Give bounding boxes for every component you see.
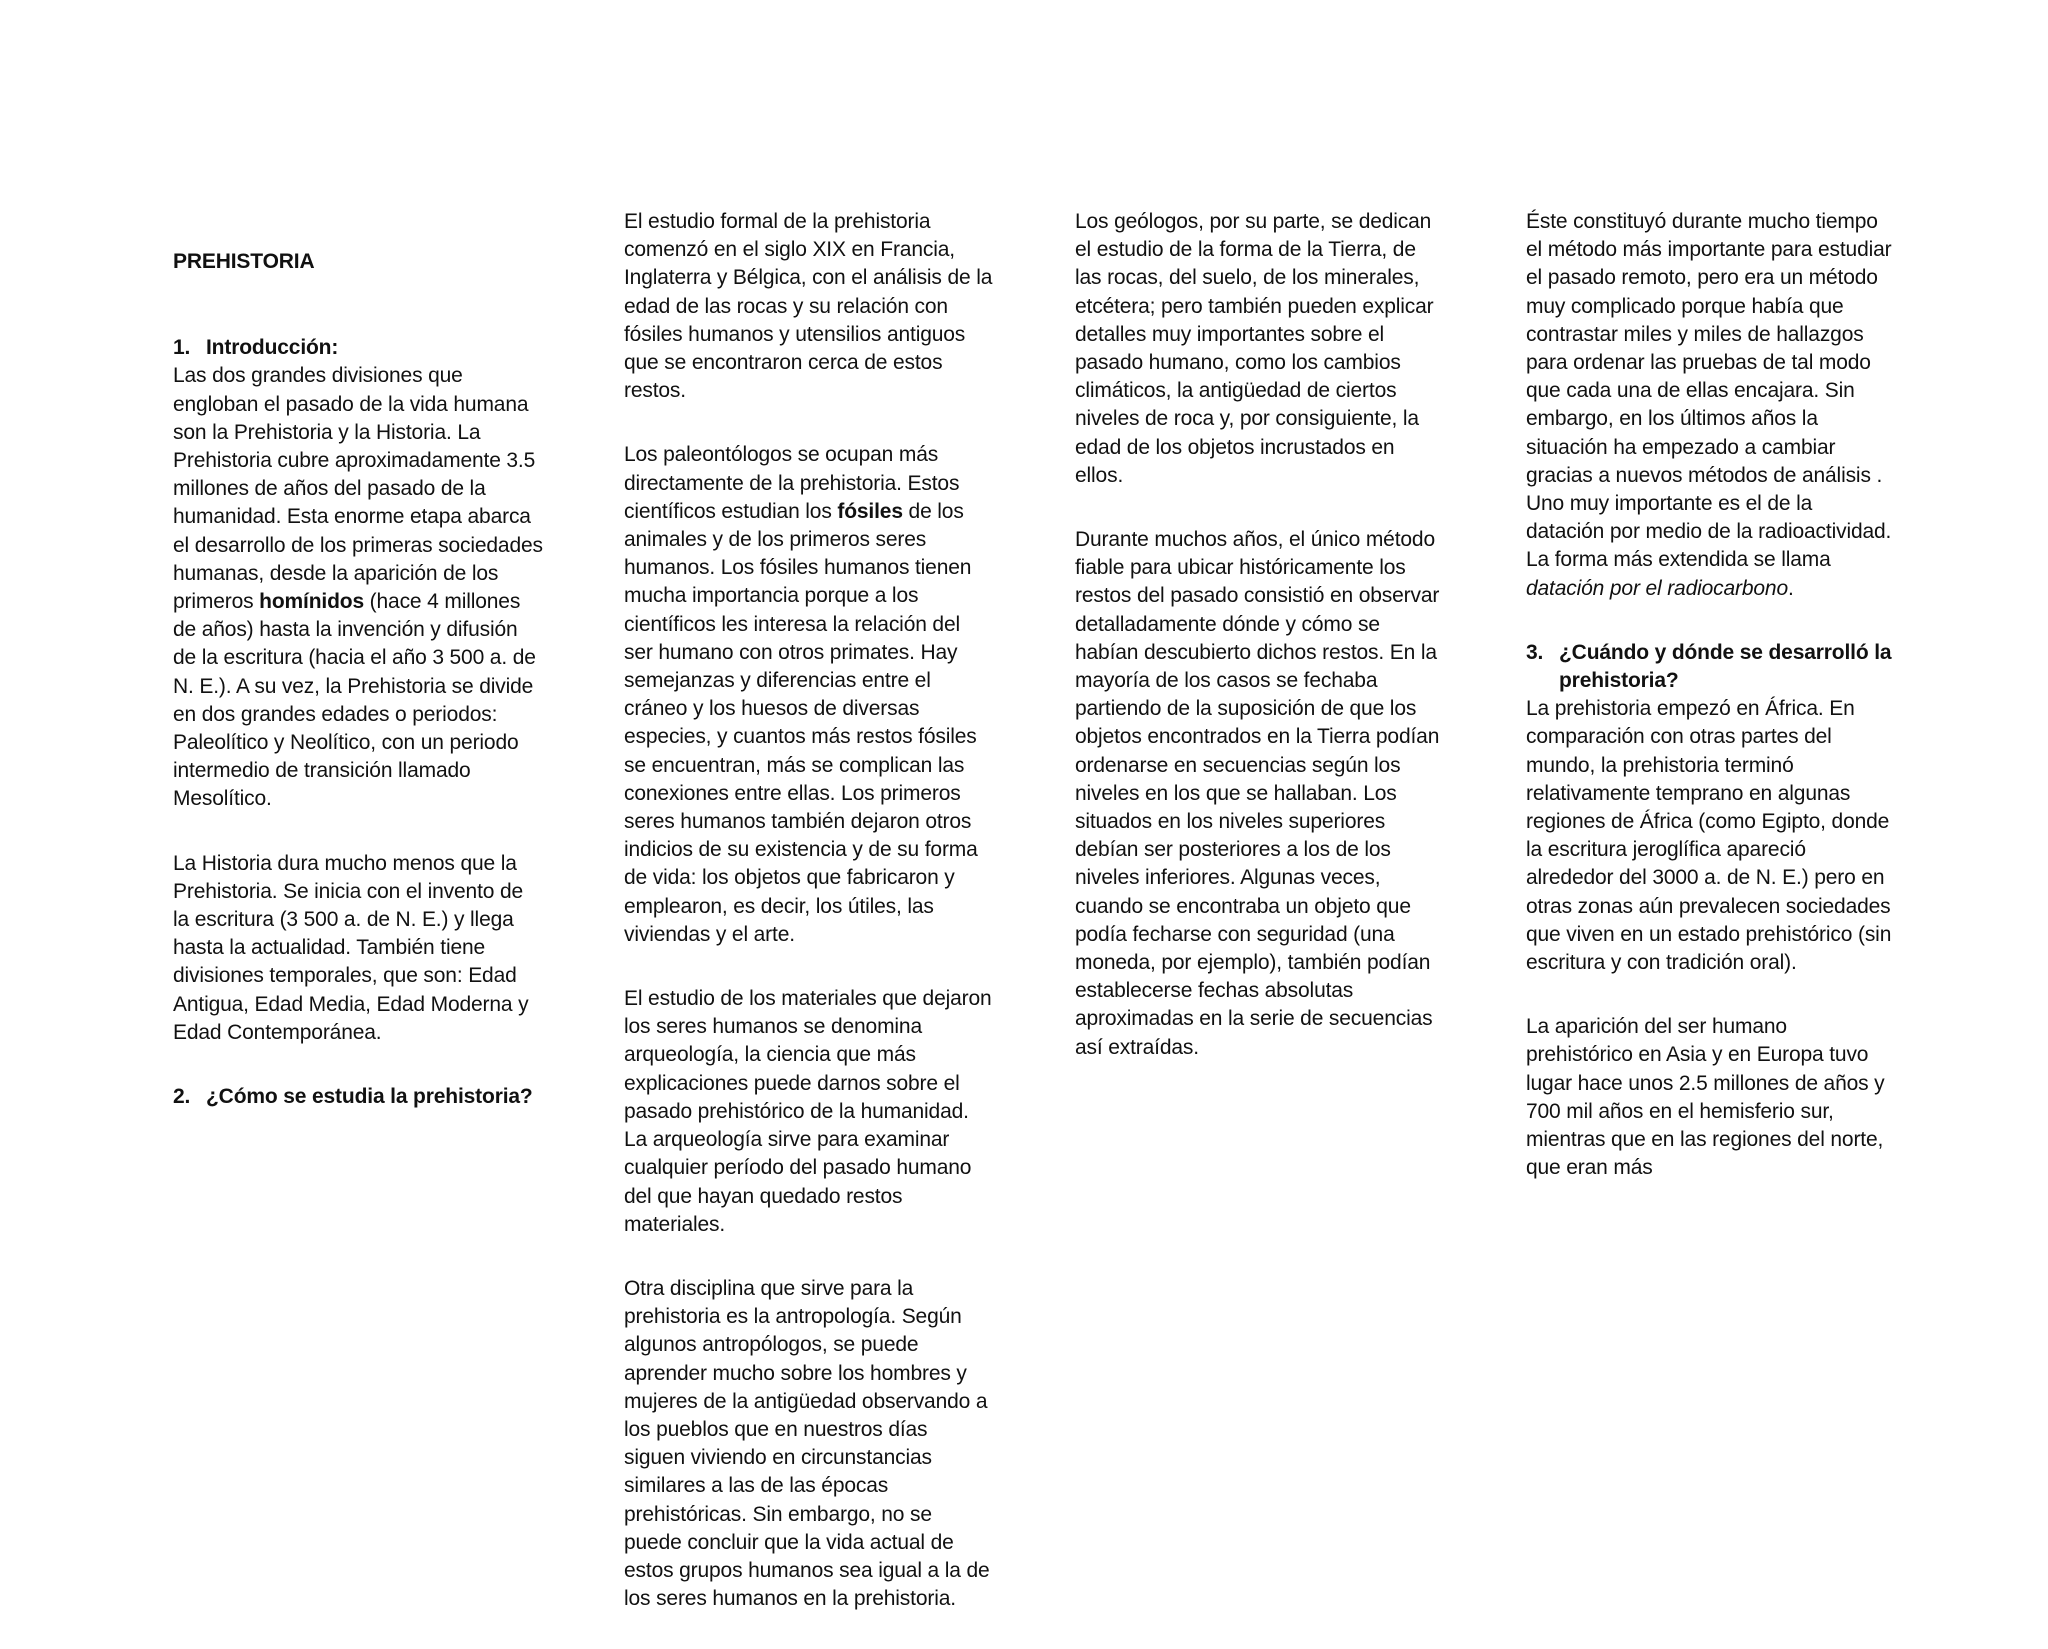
paragraph-metodo-fiable: Durante muchos años, el único método fiable para ubicar históricamente los restos del pasado consistió en observar detalladamente dónde y cómo se habían descubierto dichos restos. En la mayoría de los casos se fechaba partiendo de la suposición de que los objetos encontrados en la Tierra podían ordenarse en secuencias según los niveles en los que se hallaban. Los situados en los niveles superiores debían ser posteriores a los de los niveles inferiores. Algunas veces, cuando se encontraba un objeto que podía fecharse con seguridad (una moneda, por ejemplo), también podían establecerse fechas absolutas aproximadas en la serie de secuencias así extraídas. <box>1075 528 1440 1059</box>
text-run: Los paleontólogos se ocupan más directamente de la prehistoria. Estos científicos estudian los <box>624 443 960 523</box>
paragraph-antropologia: Otra disciplina que sirve para la prehistoria es la antropología. Según algunos antropólogos, se puede aprender mucho sobre los hombres y mujeres de la antigüedad observando a los pueblos que en nuestros días siguen viviendo en circunstancias similares a las de las épocas prehistóricas. Sin embargo, no se puede concluir que la vida actual de estos grupos humanos sea igual a la de los seres humanos en la prehistoria. <box>624 1276 990 1611</box>
paragraph-datacion <box>1526 208 1896 603</box>
document-title: PREHISTORIA <box>173 250 315 273</box>
paragraph-intro <box>173 362 543 813</box>
paragraph-paleontologos <box>624 441 994 949</box>
text-run: Éste constituyó durante mucho tiempo el método más importante para estudiar el pasado remoto, pero era un método muy complicado porque había que contrastar miles y miles de hallazgos para ordenar las pruebas de tal modo que cada una de ellas encajara. Sin embargo, en los últimos años la situación ha empezado a cambiar gracias a nuevos métodos de análisis . Uno muy importante es el de la datación por medio de la radioactividad. La forma más extendida se llama <box>1526 210 1892 572</box>
text-run: (hace 4 millones de años) hasta la invención y difusión de la escritura (hacia el año 3 500 a. de N. E.). A su vez, la Prehistoria se divide en dos grandes edades o periodos: Paleolítico y Neolítico, con un periodo intermedio de transición llamado Mesolítico. <box>173 590 536 811</box>
section-title: ¿Cómo se estudia la prehistoria? <box>206 1085 533 1109</box>
text-run: . <box>1787 576 1794 600</box>
section-title: Introducción: <box>206 336 339 360</box>
column-3 <box>1075 208 1445 1098</box>
text-run: de los animales y de los primeros seres humanos. Los fósiles humanos tienen mucha importancia porque a los científicos les interesa la relación del ser humano con otros primates. Hay semejanzas y diferencias entre el cráneo y los huesos de diversas especies, y cuantos más restos fósiles se encuentran, más se complican las conexiones entre ellas. Los primeros seres humanos también dejaron otros indicios de su existencia y de su forma de vida: los objetos que fabricaron y emplearon, es decir, los útiles, las viviendas y el arte. <box>624 499 978 946</box>
column-2 <box>624 208 994 1649</box>
section-title: ¿Cuándo y dónde se desarrolló la prehistoria? <box>1559 640 1892 693</box>
section-number: 1. <box>173 336 191 360</box>
bold-term-hominidos: homínidos <box>259 590 364 614</box>
column-1 <box>173 248 543 1111</box>
column-4 <box>1526 208 1896 1219</box>
paragraph-arqueologia: El estudio de los materiales que dejaron los seres humanos se denomina arqueología, la ciencia que más explicaciones puede darnos sobre el pasado prehistórico de la humanidad. La arqueología sirve para examinar cualquier período del pasado humano del que hayan quedado restos materiales. <box>624 987 992 1236</box>
paragraph-geologos: Los geólogos, por su parte, se dedican el estudio de la forma de la Tierra, de las rocas, del suelo, de los minerales, etcétera; pero también pueden explicar detalles muy importantes sobre el pasado humano, como los cambios climáticos, la antigüedad de ciertos niveles de roca y, por consiguiente, la edad de los objetos incrustados en ellos. <box>1075 210 1434 487</box>
section-heading-como-se-estudia <box>173 1083 543 1111</box>
paragraph-africa: La prehistoria empezó en África. En comparación con otras partes del mundo, la prehistoria terminó relativamente temprano en algunas regiones de África (como Egipto, donde la escritura jeroglífica apareció alrededor del 3000 a. de N. E.) pero en otras zonas aún prevalecen sociedades que viven en un estado prehistórico (sin escritura y con tradición oral). <box>1526 697 1892 975</box>
section-heading-cuando-y-donde <box>1526 639 1896 695</box>
paragraph-estudio-formal: El estudio formal de la prehistoria comenzó en el siglo XIX en Francia, Inglaterra y Bélgica, con el análisis de la edad de las rocas y su relación con fósiles humanos y utensilios antiguos que se encontraron cerca de estos restos. <box>624 210 993 403</box>
section-number: 2. <box>173 1085 191 1109</box>
paragraph-historia: La Historia dura mucho menos que la Prehistoria. Se inicia con el invento de la escritura (3 500 a. de N. E.) y llega hasta la actualidad. También tiene divisiones temporales, que son: Edad Antigua, Edad Media, Edad Moderna y Edad Contemporánea. <box>173 851 529 1044</box>
section-number: 3. <box>1526 640 1544 664</box>
italic-term-datacion: datación por el radiocarbono <box>1526 576 1788 600</box>
bold-term-fosiles: fósiles <box>837 499 903 523</box>
paragraph-asia-europa: La aparición del ser humano prehistórico en Asia y en Europa tuvo lugar hace unos 2.5 millones de años y 700 mil años en el hemisferio sur, mientras que en las regiones del norte, que eran más <box>1526 1015 1885 1180</box>
text-run: Las dos grandes divisiones que engloban el pasado de la vida humana son la Prehistoria y la Historia. La Prehistoria cubre aproximadamente 3.5 millones de años del pasado de la humanidad. Esta enorme etapa abarca el desarrollo de los primeras sociedades humanas, desde la aparición de los primeros <box>173 364 543 614</box>
section-heading-introduccion <box>173 334 543 362</box>
